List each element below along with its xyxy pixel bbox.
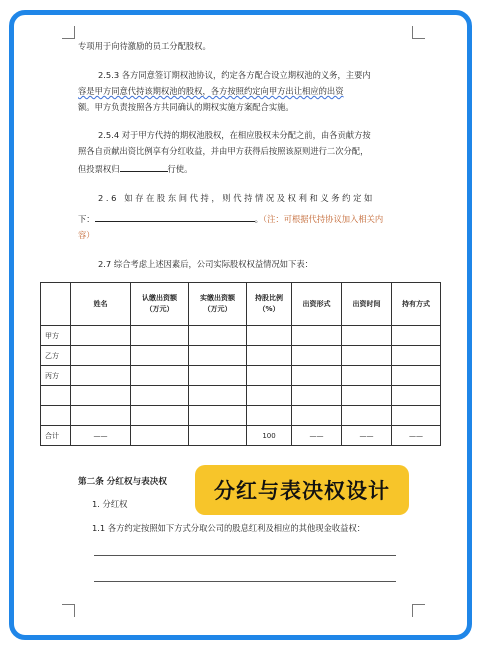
table-cell — [71, 386, 131, 406]
section-2-1-1: 1.1 各方约定按照如下方式分取公司的股息红利及相应的其他现金收益权： — [92, 523, 366, 533]
blank-voting-right — [120, 162, 168, 172]
table-cell — [292, 386, 342, 406]
table-cell — [131, 326, 189, 346]
row-label-cell — [41, 386, 71, 406]
clause-2-5-4-line1: 2.5.4 对于甲方代持的期权池股权，在相应股权未分配之前，由各贡献方按 — [98, 130, 371, 140]
table-cell — [342, 366, 392, 386]
table-cell — [71, 326, 131, 346]
table-cell — [292, 366, 342, 386]
table-cell — [342, 386, 392, 406]
row-label-cell: 甲方 — [41, 326, 71, 346]
clause-2-6-line2-a: 下： — [78, 214, 95, 224]
table-row — [41, 366, 441, 386]
clause-2-6-line1: 2.6 如存在股东间代持，则代持情况及权利和义务约定如 — [98, 193, 375, 203]
clause-2-6-line2 — [78, 212, 383, 225]
equity-table-header-cell — [392, 283, 441, 326]
table-cell — [292, 406, 342, 426]
section-2-1: 1. 分红权 — [92, 499, 128, 509]
table-cell — [71, 406, 131, 426]
clause-2-7: 2.7 综合考虑上述因素后，公司实际股权权益情况如下表： — [98, 259, 313, 269]
table-cell — [392, 346, 441, 366]
table-cell — [247, 386, 292, 406]
blank-proxy-holding — [95, 212, 255, 222]
write-line-2 — [94, 581, 396, 582]
table-row — [41, 326, 441, 346]
equity-table — [40, 282, 441, 446]
table-cell — [247, 366, 292, 386]
equity-table-header-cell — [71, 283, 131, 326]
table-cell — [131, 406, 189, 426]
header-cell-text: 持股比例 — [255, 294, 283, 302]
table-cell: —— — [71, 426, 131, 446]
table-cell — [71, 346, 131, 366]
table-cell — [131, 346, 189, 366]
row-label-cell: 丙方 — [41, 366, 71, 386]
header-cell-text: 出资时间 — [352, 299, 381, 308]
clause-2-5-4-line3-b: 行使。 — [167, 164, 193, 174]
table-cell — [189, 326, 247, 346]
header-cell-text: 实缴出资额 — [200, 294, 235, 302]
table-cell — [292, 346, 342, 366]
table-cell — [247, 406, 292, 426]
header-cell-text: 出资形式 — [302, 299, 331, 308]
table-cell — [189, 366, 247, 386]
table-cell — [131, 386, 189, 406]
header-cell-text: 持有方式 — [402, 299, 430, 308]
table-row — [41, 386, 441, 406]
table-cell — [342, 326, 392, 346]
crop-mark-top-right — [412, 26, 425, 39]
clause-2-5-3-line3: 额。甲方负责按照各方共同确认的期权实施方案配合实施。 — [78, 102, 294, 112]
title-badge: 分红与表决权设计 — [195, 465, 409, 515]
clause-2-6-note-a: （注：可根据代持协议加入相关内 — [262, 214, 384, 224]
table-cell: —— — [292, 426, 342, 446]
table-cell — [392, 386, 441, 406]
header-cell-text: （万元） — [145, 305, 174, 313]
table-row — [41, 346, 441, 366]
clause-2-5-3-line2-text: 容是甲方同意代持该期权池的股权，各方按照约定向甲方出让相应的出资 — [78, 86, 344, 96]
table-cell: —— — [342, 426, 392, 446]
clause-2-5-4-line3 — [78, 162, 192, 175]
table-cell — [292, 326, 342, 346]
table-cell — [392, 326, 441, 346]
table-cell — [392, 406, 441, 426]
clause-2-5-4-line2: 照各自贡献出资比例享有分红收益，并由甲方获得后按照该原则进行二次分配， — [78, 146, 369, 156]
header-cell-text: （%） — [258, 305, 280, 313]
equity-table-header-cell — [189, 283, 247, 326]
table-cell — [71, 366, 131, 386]
clause-2-5-3-line1: 2.5.3 各方同意签订期权池协议，约定各方配合设立期权池的义务，主要内 — [98, 70, 371, 80]
table-cell — [131, 426, 189, 446]
equity-table-header-cell — [131, 283, 189, 326]
table-cell — [342, 406, 392, 426]
table-cell — [392, 366, 441, 386]
table-cell — [189, 346, 247, 366]
header-cell-text: 姓名 — [93, 299, 108, 308]
table-cell — [189, 426, 247, 446]
row-label-cell — [41, 406, 71, 426]
table-cell — [342, 346, 392, 366]
crop-mark-bottom-right — [412, 604, 425, 617]
table-row — [41, 426, 441, 446]
equity-table-header-cell — [247, 283, 292, 326]
equity-table-header-row — [41, 283, 441, 326]
equity-table-header-cell — [292, 283, 342, 326]
table-cell — [247, 346, 292, 366]
table-cell — [247, 326, 292, 346]
row-label-cell: 合计 — [41, 426, 71, 446]
write-line-1 — [94, 555, 396, 556]
header-cell-text: 认缴出资额 — [142, 294, 177, 302]
row-label-cell: 乙方 — [41, 346, 71, 366]
table-cell — [189, 386, 247, 406]
table-cell — [131, 366, 189, 386]
paragraph-tail: 专项用于向待激励的员工分配股权。 — [78, 41, 211, 51]
clause-2-6-line2-b: 。 — [254, 214, 263, 224]
table-cell: 100 — [247, 426, 292, 446]
clause-2-5-4-line3-a: 但投票权归 — [78, 164, 120, 174]
clause-2-6-note-b: 容） — [78, 230, 95, 240]
equity-table-header-cell — [342, 283, 392, 326]
crop-mark-bottom-left — [62, 604, 75, 617]
table-row — [41, 406, 441, 426]
table-cell: —— — [392, 426, 441, 446]
equity-table-header-cell — [41, 283, 71, 326]
clause-2-5-3-line2 — [78, 86, 344, 97]
section-2-title: 第二条 分红权与表决权 — [78, 477, 167, 487]
header-cell-text: （万元） — [203, 305, 232, 313]
table-cell — [189, 406, 247, 426]
crop-mark-top-left — [62, 26, 75, 39]
